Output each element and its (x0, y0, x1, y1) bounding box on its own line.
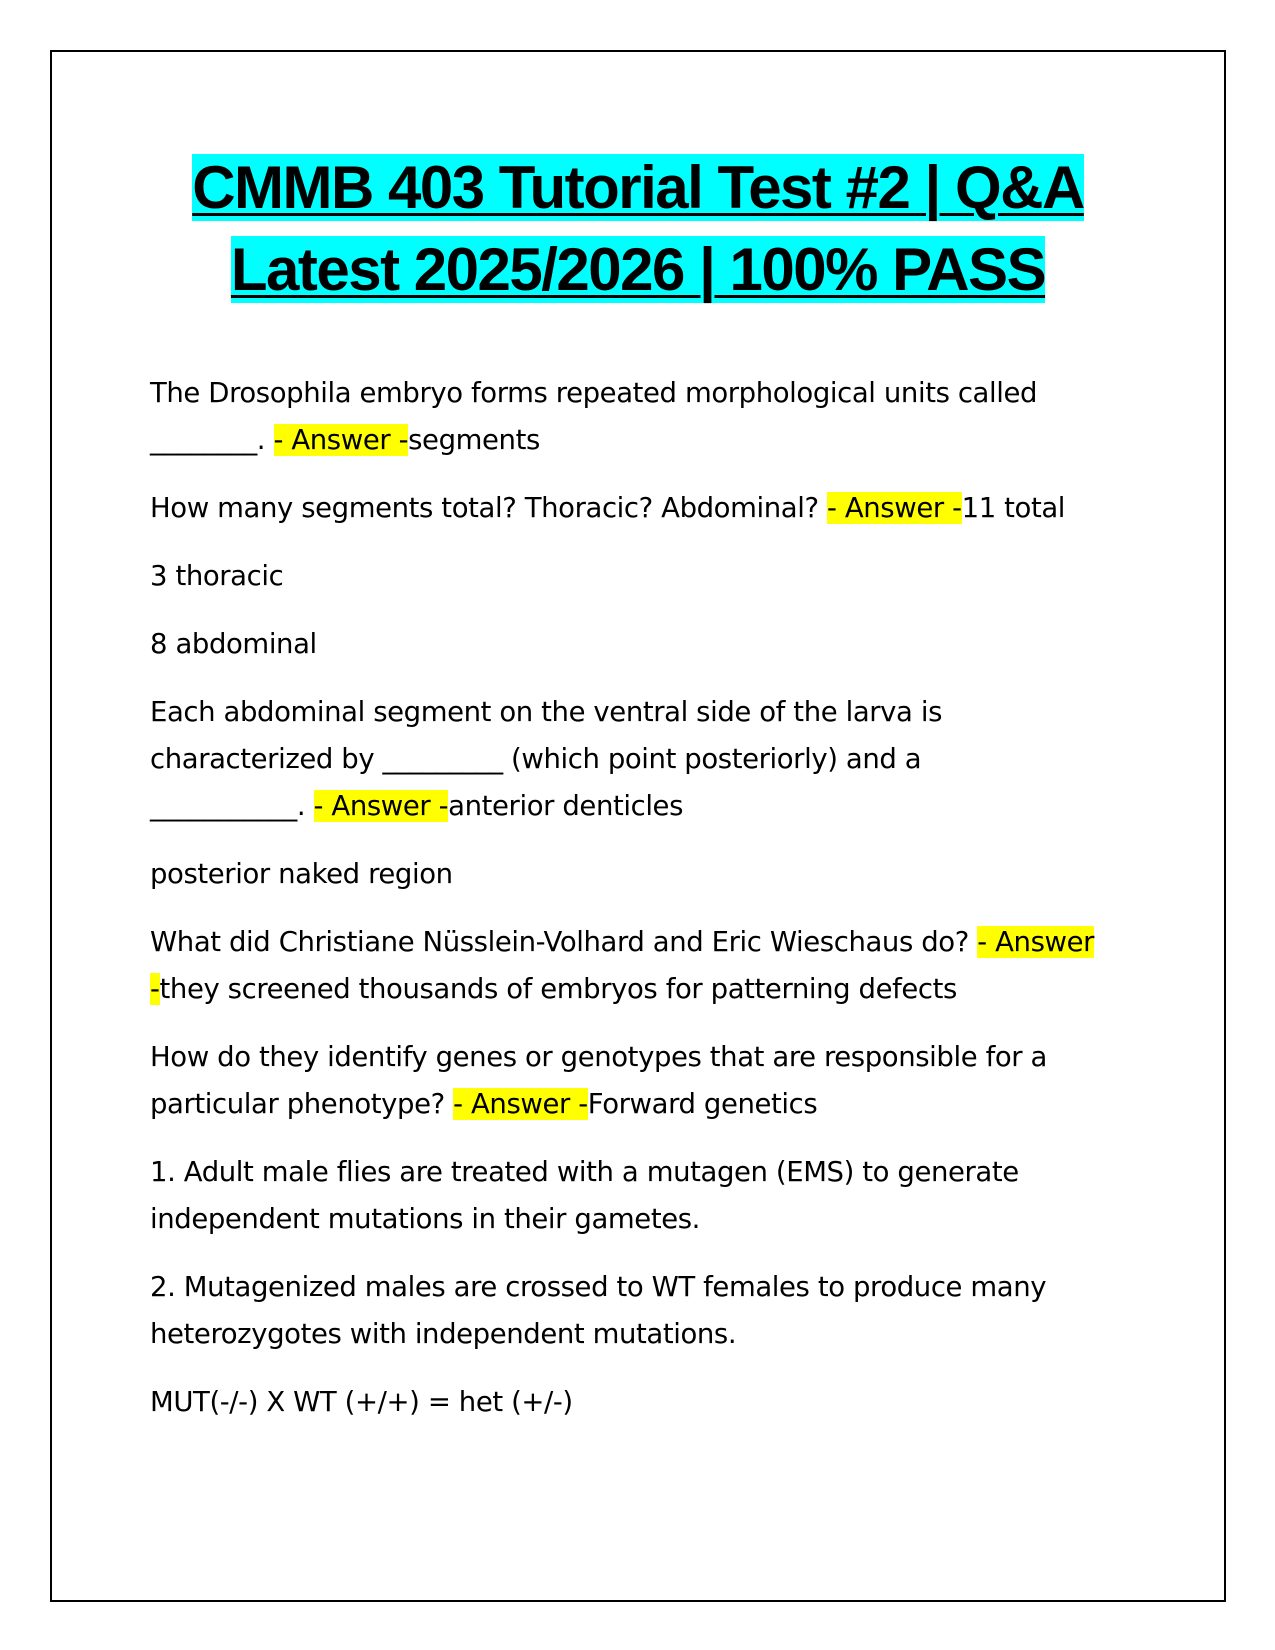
qa-abdominal-segment (150, 689, 1125, 830)
step-text: 2. Mutagenized males are crossed to WT females to produce many (150, 1271, 1047, 1303)
answer-text: anterior denticles (448, 790, 684, 822)
question-text: What did Christiane Nüsslein-Volhard and Eric Wieschaus do? (150, 926, 969, 958)
answer-marker: - Answer (977, 926, 1095, 958)
question-text: How do they identify genes or genotypes that are responsible for a (150, 1041, 1047, 1073)
answer-text: Forward genetics (587, 1088, 818, 1120)
question-text: Each abdominal segment on the ventral side of the larva is (150, 696, 943, 728)
answer-marker: - Answer - (313, 790, 449, 822)
qa-segment-count (150, 485, 1125, 532)
answer-line-naked-region: posterior naked region (150, 858, 453, 890)
answer-marker: - (150, 973, 160, 1005)
question-text: characterized by _________ (which point posteriorly) and a (150, 743, 922, 775)
answer-text: segments (408, 424, 540, 456)
step-1 (150, 1149, 1125, 1243)
step-2 (150, 1264, 1125, 1358)
qa-forward-genetics (150, 1034, 1125, 1128)
question-text: The Drosophila embryo forms repeated morphological units called (150, 377, 1038, 409)
title-line-1: CMMB 403 Tutorial Test #2 | Q&A (192, 154, 1084, 221)
step-text: heterozygotes with independent mutations. (150, 1318, 737, 1350)
answer-marker: - Answer - (453, 1088, 588, 1120)
answer-text: they screened thousands of embryos for patterning defects (159, 973, 957, 1005)
question-blank: ________. (150, 424, 266, 456)
answer-marker: - Answer - (273, 424, 409, 456)
question-text: How many segments total? Thoracic? Abdominal? (150, 492, 819, 524)
answer-text: 11 total (961, 492, 1066, 524)
document-title (50, 147, 1226, 311)
step-text: independent mutations in their gametes. (150, 1203, 700, 1235)
question-text: particular phenotype? (150, 1088, 445, 1120)
document-body (150, 370, 1125, 1447)
qa-nusslein-volhard (150, 919, 1125, 1013)
step-text: 1. Adult male flies are treated with a mutagen (EMS) to generate (150, 1156, 1019, 1188)
question-blank: ___________. (150, 790, 306, 822)
answer-line-abdominal: 8 abdominal (150, 628, 317, 660)
qa-segments (150, 370, 1125, 464)
cross-formula: MUT(-/-) X WT (+/+) = het (+/-) (150, 1386, 573, 1418)
answer-line-thoracic: 3 thoracic (150, 560, 284, 592)
title-line-2: Latest 2025/2026 | 100% PASS (230, 236, 1046, 303)
answer-marker: - Answer - (827, 492, 962, 524)
